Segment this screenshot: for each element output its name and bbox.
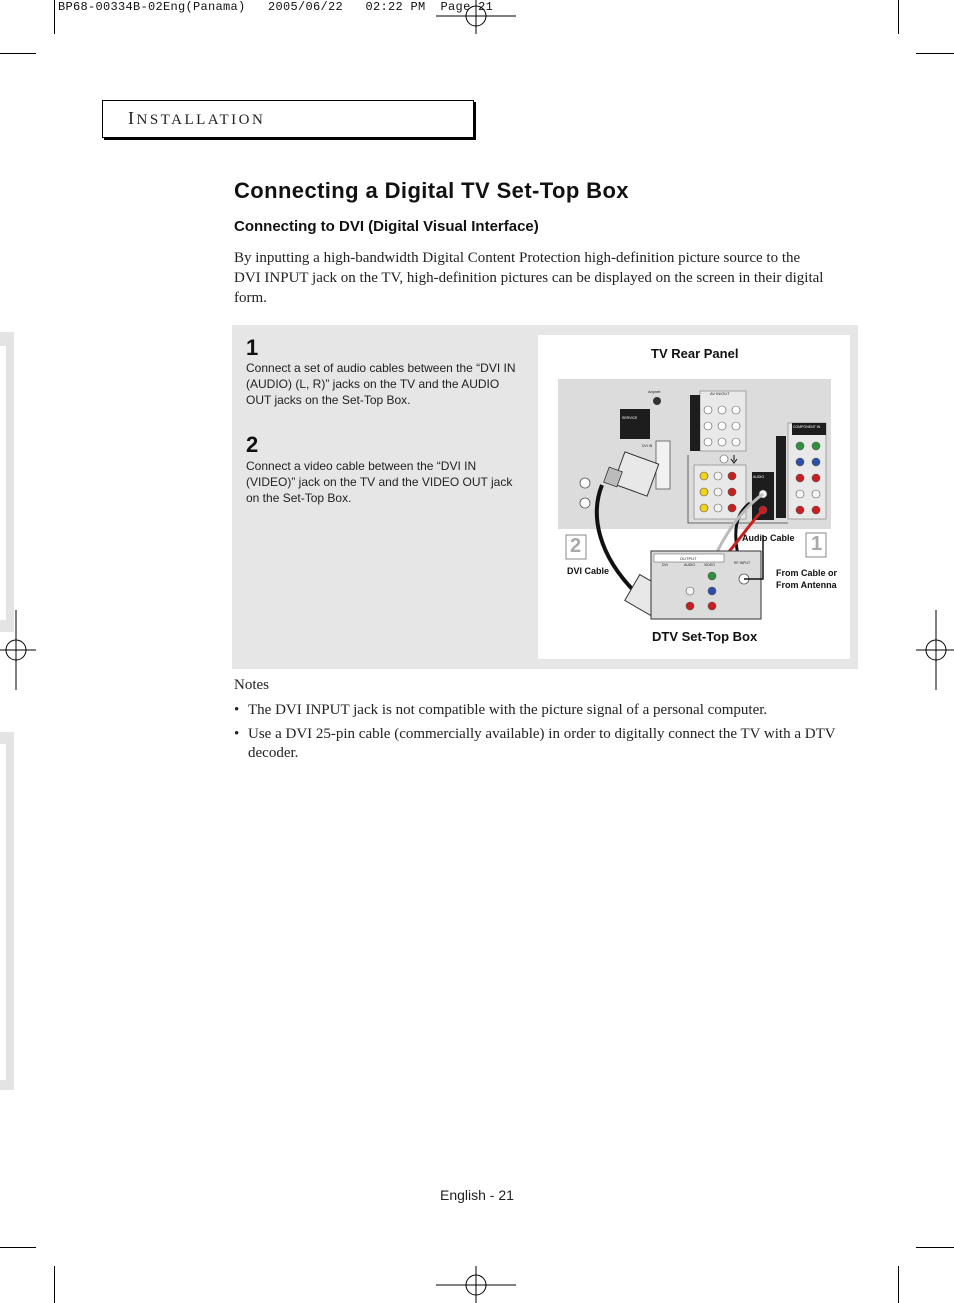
- note-item: [234, 701, 854, 720]
- anynet-label: Anynet: [648, 389, 661, 394]
- av-out-label: AV IN/OUT: [710, 391, 730, 396]
- from-cable-label: From Cable or: [776, 568, 838, 578]
- svg-text:SERVICE: SERVICE: [622, 416, 638, 420]
- tv-dvi-label: DVI IN: [642, 444, 653, 448]
- note-text: The DVI INPUT jack is not compatible with the picture signal of a personal computer.: [248, 702, 768, 718]
- bullet-icon: •: [234, 726, 240, 742]
- print-slug: BP68-00334B-02Eng(Panama) 2005/06/22 02:22 PM Page 21: [58, 0, 494, 14]
- step-2-badge-number: 2: [570, 535, 582, 557]
- page-footer: English - 21: [440, 1187, 514, 1203]
- page-title: Connecting a Digital TV Set-Top Box: [234, 178, 629, 203]
- section-label-initial: I: [128, 108, 137, 128]
- tv-rear-panel-label: TV Rear Panel: [651, 346, 739, 361]
- page-subtitle: Connecting to DVI (Digital Visual Interface): [234, 218, 539, 235]
- bullet-icon: •: [234, 702, 240, 718]
- left-edge-bar-inner: [0, 744, 6, 1080]
- dvi-cable-label: DVI Cable: [567, 566, 610, 576]
- intro-paragraph: By inputting a high-bandwidth Digital Content Protection high-definition picture source to the DVI INPUT jack on the TV, high-definition pictures can be displayed on the screen in their digital form.: [234, 250, 824, 306]
- stb-video-label: VIDEO: [704, 563, 715, 567]
- step-2-number: 2: [246, 432, 259, 457]
- stb-audio-label: AUDIO: [684, 563, 696, 567]
- left-edge-bar-inner: [0, 346, 6, 620]
- note-item: [234, 725, 854, 763]
- tv-cable-port: [580, 498, 590, 508]
- av-side-label: [690, 395, 700, 451]
- tv-antenna-port: [580, 478, 590, 488]
- section-label: [128, 108, 265, 129]
- anynet-jack: [653, 397, 661, 405]
- component-side-label: [776, 436, 786, 518]
- notes-title: Notes: [234, 677, 269, 693]
- dvi-in-label: AUDIO: [753, 475, 765, 479]
- step-1-badge-number: 1: [811, 533, 823, 555]
- step-1-text: Connect a set of audio cables between the “DVI IN (AUDIO) (L, R)” jacks on the TV and the AUDIO OUT jacks on the Set-Top Box.: [246, 361, 516, 407]
- note-text: Use a DVI 25-pin cable (commercially available) in order to digitally connect the TV with a DTV decoder.: [248, 726, 836, 761]
- audio-cable-label: Audio Cable: [742, 533, 795, 543]
- stb-rf-label: RF INPUT: [734, 561, 751, 565]
- from-antenna-label: From Antenna: [776, 580, 837, 590]
- component-jack-block: [788, 423, 826, 519]
- section-label-rest: NSTALLATION: [136, 112, 266, 128]
- component-label: COMPONENT IN: [793, 425, 821, 429]
- connection-diagram-drawing: [538, 335, 850, 659]
- dtv-set-top-box-label: DTV Set-Top Box: [652, 629, 758, 644]
- stb-dvi-label: DVI: [662, 563, 668, 567]
- stb-output-label: OUTPUT: [680, 556, 697, 561]
- step-1-number: 1: [246, 335, 259, 360]
- step-2-text: Connect a video cable between the “DVI IN (VIDEO)” jack on the TV and the VIDEO OUT jack on the Set-Top Box.: [246, 459, 513, 505]
- tv-service-module: [620, 409, 650, 439]
